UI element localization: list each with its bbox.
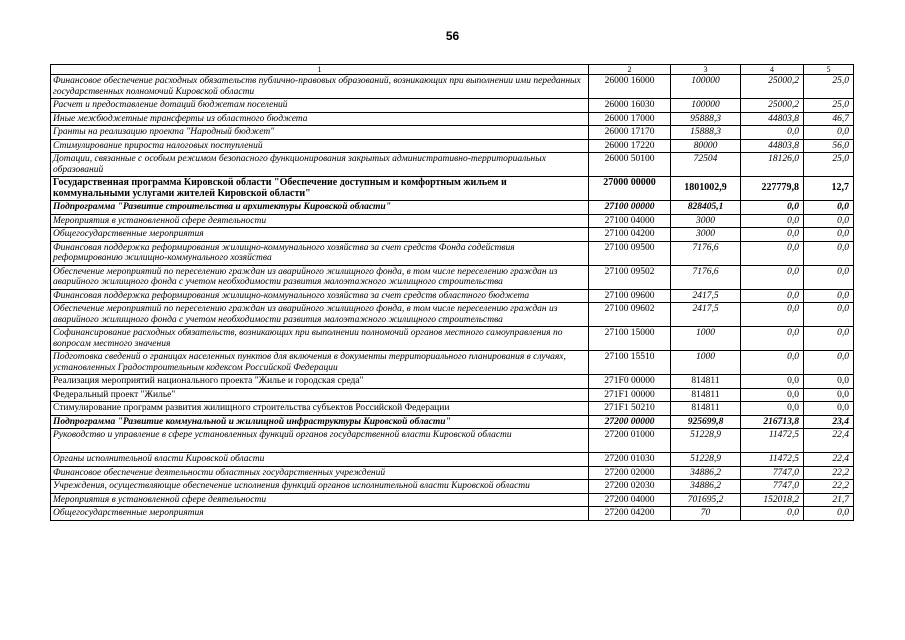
row-percent-cell: 0,0 bbox=[804, 289, 854, 303]
table-row bbox=[51, 75, 854, 99]
row-code-cell: 27100 04000 bbox=[589, 214, 671, 228]
row-percent-cell: 22,2 bbox=[804, 466, 854, 480]
row-plan-cell: 51228,9 bbox=[671, 453, 741, 467]
row-actual-cell: 7747,0 bbox=[741, 480, 804, 494]
table-row bbox=[51, 303, 854, 327]
row-plan-cell: 80000 bbox=[671, 139, 741, 153]
row-actual-cell: 11472,5 bbox=[741, 429, 804, 453]
row-percent-cell: 0,0 bbox=[804, 201, 854, 215]
row-code-cell: 26000 17170 bbox=[589, 126, 671, 140]
table-row bbox=[51, 493, 854, 507]
row-actual-cell: 0,0 bbox=[741, 303, 804, 327]
row-plan-cell: 70 bbox=[671, 507, 741, 521]
row-code-cell: 27100 15000 bbox=[589, 327, 671, 351]
row-name-cell: Стимулирование программ развития жилищного строительства субъектов Российской Федерации bbox=[51, 402, 589, 416]
row-code-cell: 27100 04200 bbox=[589, 228, 671, 242]
row-actual-cell: 25000,2 bbox=[741, 99, 804, 113]
row-name-cell: Мероприятия в установленной сфере деятельности bbox=[51, 214, 589, 228]
row-actual-cell: 0,0 bbox=[741, 289, 804, 303]
row-name-cell: Мероприятия в установленной сфере деятельности bbox=[51, 493, 589, 507]
row-actual-cell: 0,0 bbox=[741, 265, 804, 289]
row-actual-cell: 152018,2 bbox=[741, 493, 804, 507]
row-code-cell: 27100 09602 bbox=[589, 303, 671, 327]
row-name-cell: Государственная программа Кировской области "Обеспечение доступным и комфортным жильем и коммунальными услугами жителей Кировской области" bbox=[51, 177, 589, 201]
row-actual-cell: 25000,2 bbox=[741, 75, 804, 99]
row-actual-cell: 0,0 bbox=[741, 351, 804, 375]
header-col-1: 1 bbox=[51, 65, 589, 75]
row-code-cell: 27000 00000 bbox=[589, 177, 671, 201]
table-row bbox=[51, 265, 854, 289]
row-percent-cell: 12,7 bbox=[804, 177, 854, 201]
row-name-cell: Обеспечение мероприятий по переселению граждан из аварийного жилищного фонда, в том числе переселению граждан из аварийного жилищного фонда с учетом необходимости развития малоэтажного жилищного строительства bbox=[51, 265, 589, 289]
row-plan-cell: 34886,2 bbox=[671, 466, 741, 480]
row-plan-cell: 2417,5 bbox=[671, 303, 741, 327]
header-col-3: 3 bbox=[671, 65, 741, 75]
table-row bbox=[51, 153, 854, 177]
table-row bbox=[51, 402, 854, 416]
row-name-cell: Иные межбюджетные трансферты из областного бюджета bbox=[51, 112, 589, 126]
row-percent-cell: 0,0 bbox=[804, 388, 854, 402]
budget-table bbox=[50, 64, 854, 521]
row-percent-cell: 0,0 bbox=[804, 375, 854, 389]
row-code-cell: 26000 17220 bbox=[589, 139, 671, 153]
table-row bbox=[51, 126, 854, 140]
row-name-cell: Гранты на реализацию проекта "Народный бюджет" bbox=[51, 126, 589, 140]
row-actual-cell: 0,0 bbox=[741, 375, 804, 389]
table-row bbox=[51, 388, 854, 402]
row-percent-cell: 25,0 bbox=[804, 75, 854, 99]
row-plan-cell: 3000 bbox=[671, 228, 741, 242]
row-code-cell: 27100 09500 bbox=[589, 241, 671, 265]
row-percent-cell: 0,0 bbox=[804, 228, 854, 242]
row-plan-cell: 34886,2 bbox=[671, 480, 741, 494]
row-actual-cell: 0,0 bbox=[741, 327, 804, 351]
row-plan-cell: 925699,8 bbox=[671, 415, 741, 429]
row-plan-cell: 1000 bbox=[671, 327, 741, 351]
row-plan-cell: 51228,9 bbox=[671, 429, 741, 453]
row-percent-cell: 25,0 bbox=[804, 153, 854, 177]
row-actual-cell: 44803,8 bbox=[741, 112, 804, 126]
row-code-cell: 27200 02030 bbox=[589, 480, 671, 494]
row-plan-cell: 828405,1 bbox=[671, 201, 741, 215]
row-code-cell: 26000 16030 bbox=[589, 99, 671, 113]
row-code-cell: 271F0 00000 bbox=[589, 375, 671, 389]
row-plan-cell: 15888,3 bbox=[671, 126, 741, 140]
row-actual-cell: 0,0 bbox=[741, 507, 804, 521]
row-actual-cell: 0,0 bbox=[741, 214, 804, 228]
table-row bbox=[51, 507, 854, 521]
row-code-cell: 27200 00000 bbox=[589, 415, 671, 429]
row-percent-cell: 22,4 bbox=[804, 429, 854, 453]
row-plan-cell: 701695,2 bbox=[671, 493, 741, 507]
row-plan-cell: 3000 bbox=[671, 214, 741, 228]
table-row bbox=[51, 415, 854, 429]
table-row bbox=[51, 375, 854, 389]
row-percent-cell: 56,0 bbox=[804, 139, 854, 153]
row-name-cell: Расчет и предоставление дотаций бюджетам поселений bbox=[51, 99, 589, 113]
row-code-cell: 27100 09600 bbox=[589, 289, 671, 303]
table-row bbox=[51, 201, 854, 215]
row-name-cell: Учреждения, осуществляющие обеспечение исполнения функций органов исполнительной власти Кировской области bbox=[51, 480, 589, 494]
row-actual-cell: 216713,8 bbox=[741, 415, 804, 429]
table-row bbox=[51, 351, 854, 375]
row-plan-cell: 72504 bbox=[671, 153, 741, 177]
row-percent-cell: 23,4 bbox=[804, 415, 854, 429]
row-plan-cell: 814811 bbox=[671, 388, 741, 402]
row-name-cell: Финансовая поддержка реформирования жилищно-коммунального хозяйства за счет средств Фонда содействия реформированию жилищно-коммунального хозяйства bbox=[51, 241, 589, 265]
row-percent-cell: 0,0 bbox=[804, 241, 854, 265]
row-name-cell: Общегосударственные мероприятия bbox=[51, 507, 589, 521]
row-actual-cell: 44803,8 bbox=[741, 139, 804, 153]
row-name-cell: Подпрограмма "Развитие коммунальной и жилищной инфраструктуры Кировской области" bbox=[51, 415, 589, 429]
table-row bbox=[51, 139, 854, 153]
table-row bbox=[51, 289, 854, 303]
row-name-cell: Реализация мероприятий национального проекта "Жилье и городская среда" bbox=[51, 375, 589, 389]
row-actual-cell: 0,0 bbox=[741, 388, 804, 402]
row-code-cell: 26000 16000 bbox=[589, 75, 671, 99]
row-actual-cell: 7747,0 bbox=[741, 466, 804, 480]
table-row bbox=[51, 228, 854, 242]
table-row bbox=[51, 214, 854, 228]
row-percent-cell: 22,4 bbox=[804, 453, 854, 467]
row-code-cell: 27100 00000 bbox=[589, 201, 671, 215]
row-code-cell: 26000 17000 bbox=[589, 112, 671, 126]
row-percent-cell: 0,0 bbox=[804, 126, 854, 140]
row-name-cell: Софинансирование расходных обязательств, возникающих при выполнении полномочий органов местного самоуправления по вопросам местного значения bbox=[51, 327, 589, 351]
row-plan-cell: 7176,6 bbox=[671, 241, 741, 265]
table-row bbox=[51, 327, 854, 351]
header-col-2: 2 bbox=[589, 65, 671, 75]
row-percent-cell: 0,0 bbox=[804, 214, 854, 228]
row-code-cell: 27200 04000 bbox=[589, 493, 671, 507]
row-percent-cell: 0,0 bbox=[804, 351, 854, 375]
table-row bbox=[51, 112, 854, 126]
row-code-cell: 271F1 00000 bbox=[589, 388, 671, 402]
row-code-cell: 27200 01030 bbox=[589, 453, 671, 467]
table-row bbox=[51, 241, 854, 265]
row-name-cell: Руководство и управление в сфере установленных функций органов государственной власти Кировской области bbox=[51, 429, 589, 453]
row-plan-cell: 100000 bbox=[671, 75, 741, 99]
row-name-cell: Органы исполнительной власти Кировской области bbox=[51, 453, 589, 467]
row-actual-cell: 227779,8 bbox=[741, 177, 804, 201]
table-row bbox=[51, 99, 854, 113]
row-plan-cell: 95888,3 bbox=[671, 112, 741, 126]
row-plan-cell: 100000 bbox=[671, 99, 741, 113]
row-name-cell: Общегосударственные мероприятия bbox=[51, 228, 589, 242]
row-percent-cell: 0,0 bbox=[804, 402, 854, 416]
row-actual-cell: 0,0 bbox=[741, 228, 804, 242]
row-code-cell: 27200 04200 bbox=[589, 507, 671, 521]
row-plan-cell: 1000 bbox=[671, 351, 741, 375]
row-name-cell: Подпрограмма "Развитие строительства и архитектуры Кировской области" bbox=[51, 201, 589, 215]
row-plan-cell: 7176,6 bbox=[671, 265, 741, 289]
row-percent-cell: 46,7 bbox=[804, 112, 854, 126]
table-row bbox=[51, 480, 854, 494]
table-row bbox=[51, 466, 854, 480]
row-plan-cell: 1801002,9 bbox=[671, 177, 741, 201]
row-actual-cell: 11472,5 bbox=[741, 453, 804, 467]
row-code-cell: 26000 50100 bbox=[589, 153, 671, 177]
row-actual-cell: 18126,0 bbox=[741, 153, 804, 177]
row-percent-cell: 0,0 bbox=[804, 327, 854, 351]
row-code-cell: 27100 09502 bbox=[589, 265, 671, 289]
table-row bbox=[51, 429, 854, 453]
table-row bbox=[51, 177, 854, 201]
row-name-cell: Обеспечение мероприятий по переселению граждан из аварийного жилищного фонда, в том числе переселению граждан из аварийного жилищного фонда с учетом необходимости развития малоэтажного жилищного строительства bbox=[51, 303, 589, 327]
row-code-cell: 27100 15510 bbox=[589, 351, 671, 375]
header-col-4: 4 bbox=[741, 65, 804, 75]
row-plan-cell: 2417,5 bbox=[671, 289, 741, 303]
row-name-cell: Федеральный проект "Жилье" bbox=[51, 388, 589, 402]
row-name-cell: Дотации, связанные с особым режимом безопасного функционирования закрытых административно-территориальных образований bbox=[51, 153, 589, 177]
row-percent-cell: 0,0 bbox=[804, 507, 854, 521]
row-percent-cell: 22,2 bbox=[804, 480, 854, 494]
row-name-cell: Финансовое обеспечение расходных обязательств публично-правовых образований, возникающих при выполнении ими переданных государственных полномочий Кировской области bbox=[51, 75, 589, 99]
row-name-cell: Финансовое обеспечение деятельности областных государственных учреждений bbox=[51, 466, 589, 480]
row-code-cell: 27200 02000 bbox=[589, 466, 671, 480]
row-plan-cell: 814811 bbox=[671, 402, 741, 416]
row-code-cell: 27200 01000 bbox=[589, 429, 671, 453]
row-actual-cell: 0,0 bbox=[741, 201, 804, 215]
row-name-cell: Финансовая поддержка реформирования жилищно-коммунального хозяйства за счет средств областного бюджета bbox=[51, 289, 589, 303]
row-percent-cell: 21,7 bbox=[804, 493, 854, 507]
row-percent-cell: 0,0 bbox=[804, 303, 854, 327]
table-header-row bbox=[51, 65, 854, 75]
row-name-cell: Подготовка сведений о границах населенных пунктов для включения в документы территориального планирования в случаях, установленных Градостроительным кодексом Российской Федерации bbox=[51, 351, 589, 375]
row-code-cell: 271F1 50210 bbox=[589, 402, 671, 416]
table-row bbox=[51, 453, 854, 467]
page-number: 56 bbox=[445, 29, 460, 43]
row-actual-cell: 0,0 bbox=[741, 402, 804, 416]
row-actual-cell: 0,0 bbox=[741, 241, 804, 265]
row-percent-cell: 0,0 bbox=[804, 265, 854, 289]
row-name-cell: Стимулирование прироста налоговых поступлений bbox=[51, 139, 589, 153]
row-percent-cell: 25,0 bbox=[804, 99, 854, 113]
row-plan-cell: 814811 bbox=[671, 375, 741, 389]
row-actual-cell: 0,0 bbox=[741, 126, 804, 140]
header-col-5: 5 bbox=[804, 65, 854, 75]
